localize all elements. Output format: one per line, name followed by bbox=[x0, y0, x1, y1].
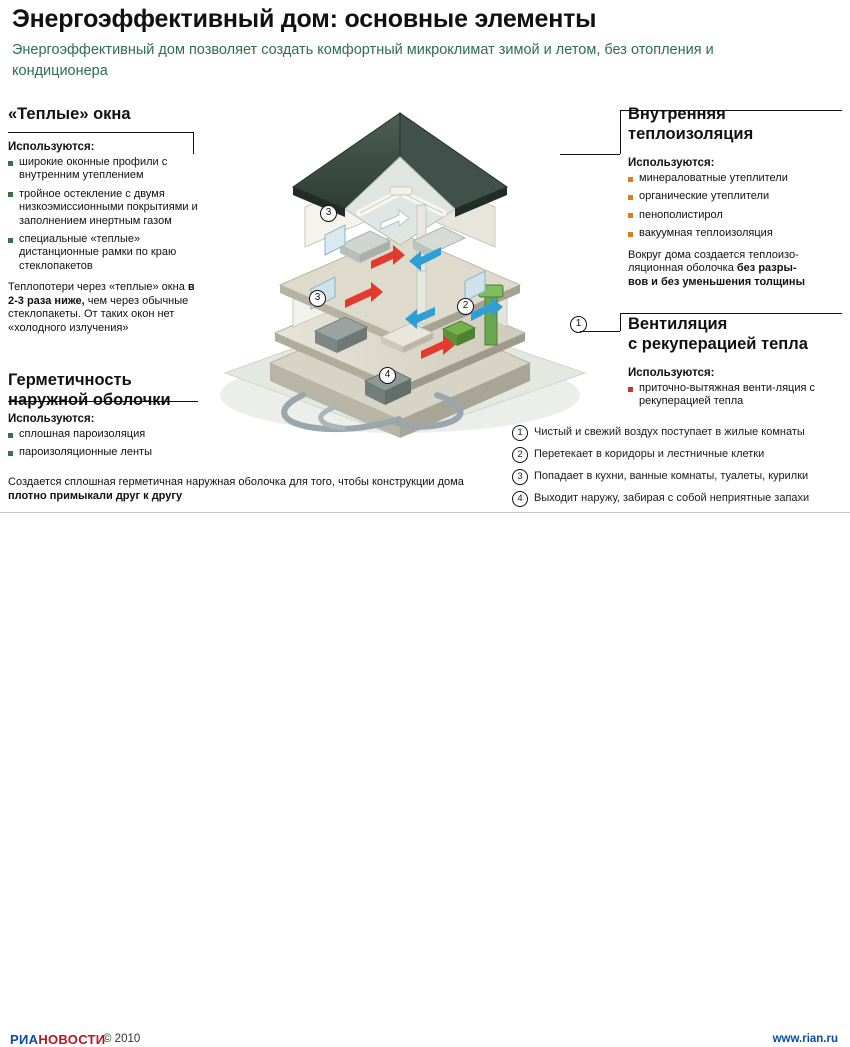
house-cutaway-svg bbox=[185, 95, 605, 445]
insulation-note bbox=[628, 249, 844, 290]
ventilation-sublabel: Используются: bbox=[628, 367, 715, 379]
envelope-list bbox=[8, 428, 208, 460]
warm-windows-note-bold: в 2-3 раза ниже, bbox=[8, 281, 195, 307]
legend-row bbox=[512, 447, 844, 463]
legend-number: 1 bbox=[512, 425, 528, 441]
diagram-marker-3b: 3 bbox=[309, 290, 326, 307]
list-item: органические утеплители bbox=[628, 190, 844, 203]
ria-novosti-logo bbox=[10, 1032, 105, 1047]
diagram-marker-4: 4 bbox=[379, 367, 396, 384]
ventilation-body bbox=[628, 362, 844, 414]
legend-number: 2 bbox=[512, 447, 528, 463]
leader-line-insulation-drop bbox=[620, 110, 621, 154]
insulation-heading-line1: Внутренняя bbox=[628, 105, 726, 123]
envelope-block bbox=[8, 370, 208, 410]
leader-line-ventilation-drop bbox=[620, 313, 621, 331]
ventilation-list bbox=[628, 382, 844, 409]
leader-line-ventilation-arm bbox=[580, 331, 620, 332]
list-item: минераловатные утеплители bbox=[628, 172, 844, 185]
list-item: пароизоляционные ленты bbox=[8, 446, 208, 459]
legend-text: Перетекает в коридоры и лестничные клетки bbox=[534, 448, 765, 460]
warm-windows-body bbox=[8, 136, 198, 336]
insulation-note-bold-1: без разры- bbox=[736, 262, 797, 275]
airflow-legend bbox=[512, 425, 844, 513]
diagram-marker-2: 2 bbox=[457, 298, 474, 315]
insulation-sublabel: Используются: bbox=[628, 157, 715, 169]
insulation-note-bold-2: вов и без уменьшения толщины bbox=[628, 275, 805, 288]
page-title: Энергоэффективный дом: основные элементы bbox=[12, 5, 597, 33]
legend-row bbox=[512, 469, 844, 485]
envelope-note-bold: плотно примыкали друг к другу bbox=[8, 489, 183, 502]
logo-novosti-text: НОВОСТИ bbox=[38, 1032, 106, 1047]
list-item: специальные «теплые» дистанционные рамки по краю стеклопакетов bbox=[8, 233, 198, 273]
footer bbox=[0, 513, 850, 1047]
warm-windows-note-2: чем через обычные стеклопакеты. От таких окон нет «холодного излучения» bbox=[8, 294, 189, 335]
logo-ria-text: РИА bbox=[10, 1032, 39, 1047]
ventilation-heading-line2: с рекуперацией тепла bbox=[628, 335, 808, 353]
envelope-heading-line1: Герметичность bbox=[8, 371, 132, 389]
insulation-block bbox=[628, 104, 844, 144]
envelope-note bbox=[8, 476, 478, 503]
list-item: вакуумная теплоизоляция bbox=[628, 227, 844, 240]
envelope-body bbox=[8, 408, 208, 465]
diagram-marker-3a: 3 bbox=[320, 205, 337, 222]
legend-row bbox=[512, 491, 844, 507]
site-url[interactable]: www.rian.ru bbox=[772, 1033, 838, 1045]
legend-text: Выходит наружу, забирая с собой неприятные запахи bbox=[534, 492, 810, 504]
insulation-note-2: ляционная оболочка bbox=[628, 262, 737, 275]
list-item: приточно-вытяжная венти-ляция с рекуперацией тепла bbox=[628, 382, 844, 409]
copyright-text: © 2010 bbox=[103, 1033, 141, 1045]
leader-line-insulation-arm bbox=[560, 154, 620, 155]
envelope-sublabel: Используются: bbox=[8, 413, 95, 425]
warm-windows-heading: «Теплые» окна bbox=[8, 105, 131, 123]
leader-line-windows bbox=[8, 132, 194, 133]
warm-windows-block bbox=[8, 104, 198, 124]
legend-number: 3 bbox=[512, 469, 528, 485]
list-item: пенополистирол bbox=[628, 209, 844, 222]
legend-row bbox=[512, 425, 844, 441]
ventilation-block bbox=[628, 314, 844, 354]
house-illustration bbox=[185, 95, 605, 445]
legend-text: Попадает в кухни, ванные комнаты, туалеты, курилки bbox=[534, 470, 809, 482]
warm-windows-list bbox=[8, 156, 198, 273]
warm-windows-sublabel: Используются: bbox=[8, 141, 95, 153]
insulation-note-1: Вокруг дома создается теплоизо- bbox=[628, 248, 799, 261]
list-item: широкие оконные профили с внутренним утеплением bbox=[8, 156, 198, 183]
warm-windows-note bbox=[8, 281, 198, 335]
insulation-list bbox=[628, 172, 844, 241]
warm-windows-note-1: Теплопотери через «теплые» окна bbox=[8, 281, 185, 294]
insulation-body bbox=[628, 152, 844, 289]
diagram-marker-1: 1 bbox=[570, 316, 587, 333]
list-item: сплошная пароизоляция bbox=[8, 428, 208, 441]
legend-number: 4 bbox=[512, 491, 528, 507]
list-item: тройное остекление с двумя низкоэмиссионными покрытиями и заполнением инертным газом bbox=[8, 188, 198, 228]
envelope-heading-line2: наружной оболочки bbox=[8, 391, 171, 409]
insulation-heading-line2: теплоизоляция bbox=[628, 125, 754, 143]
envelope-note-1: Создается сплошная герметичная наружная оболочка для того, чтобы конструкции дома bbox=[8, 476, 464, 488]
ventilation-heading-line1: Вентиляция bbox=[628, 315, 728, 333]
legend-text: Чистый и свежий воздух поступает в жилые комнаты bbox=[534, 426, 805, 438]
page-subtitle: Энергоэффективный дом позволяет создать комфортный микроклимат зимой и летом, без отопления и кондиционера bbox=[12, 42, 714, 79]
